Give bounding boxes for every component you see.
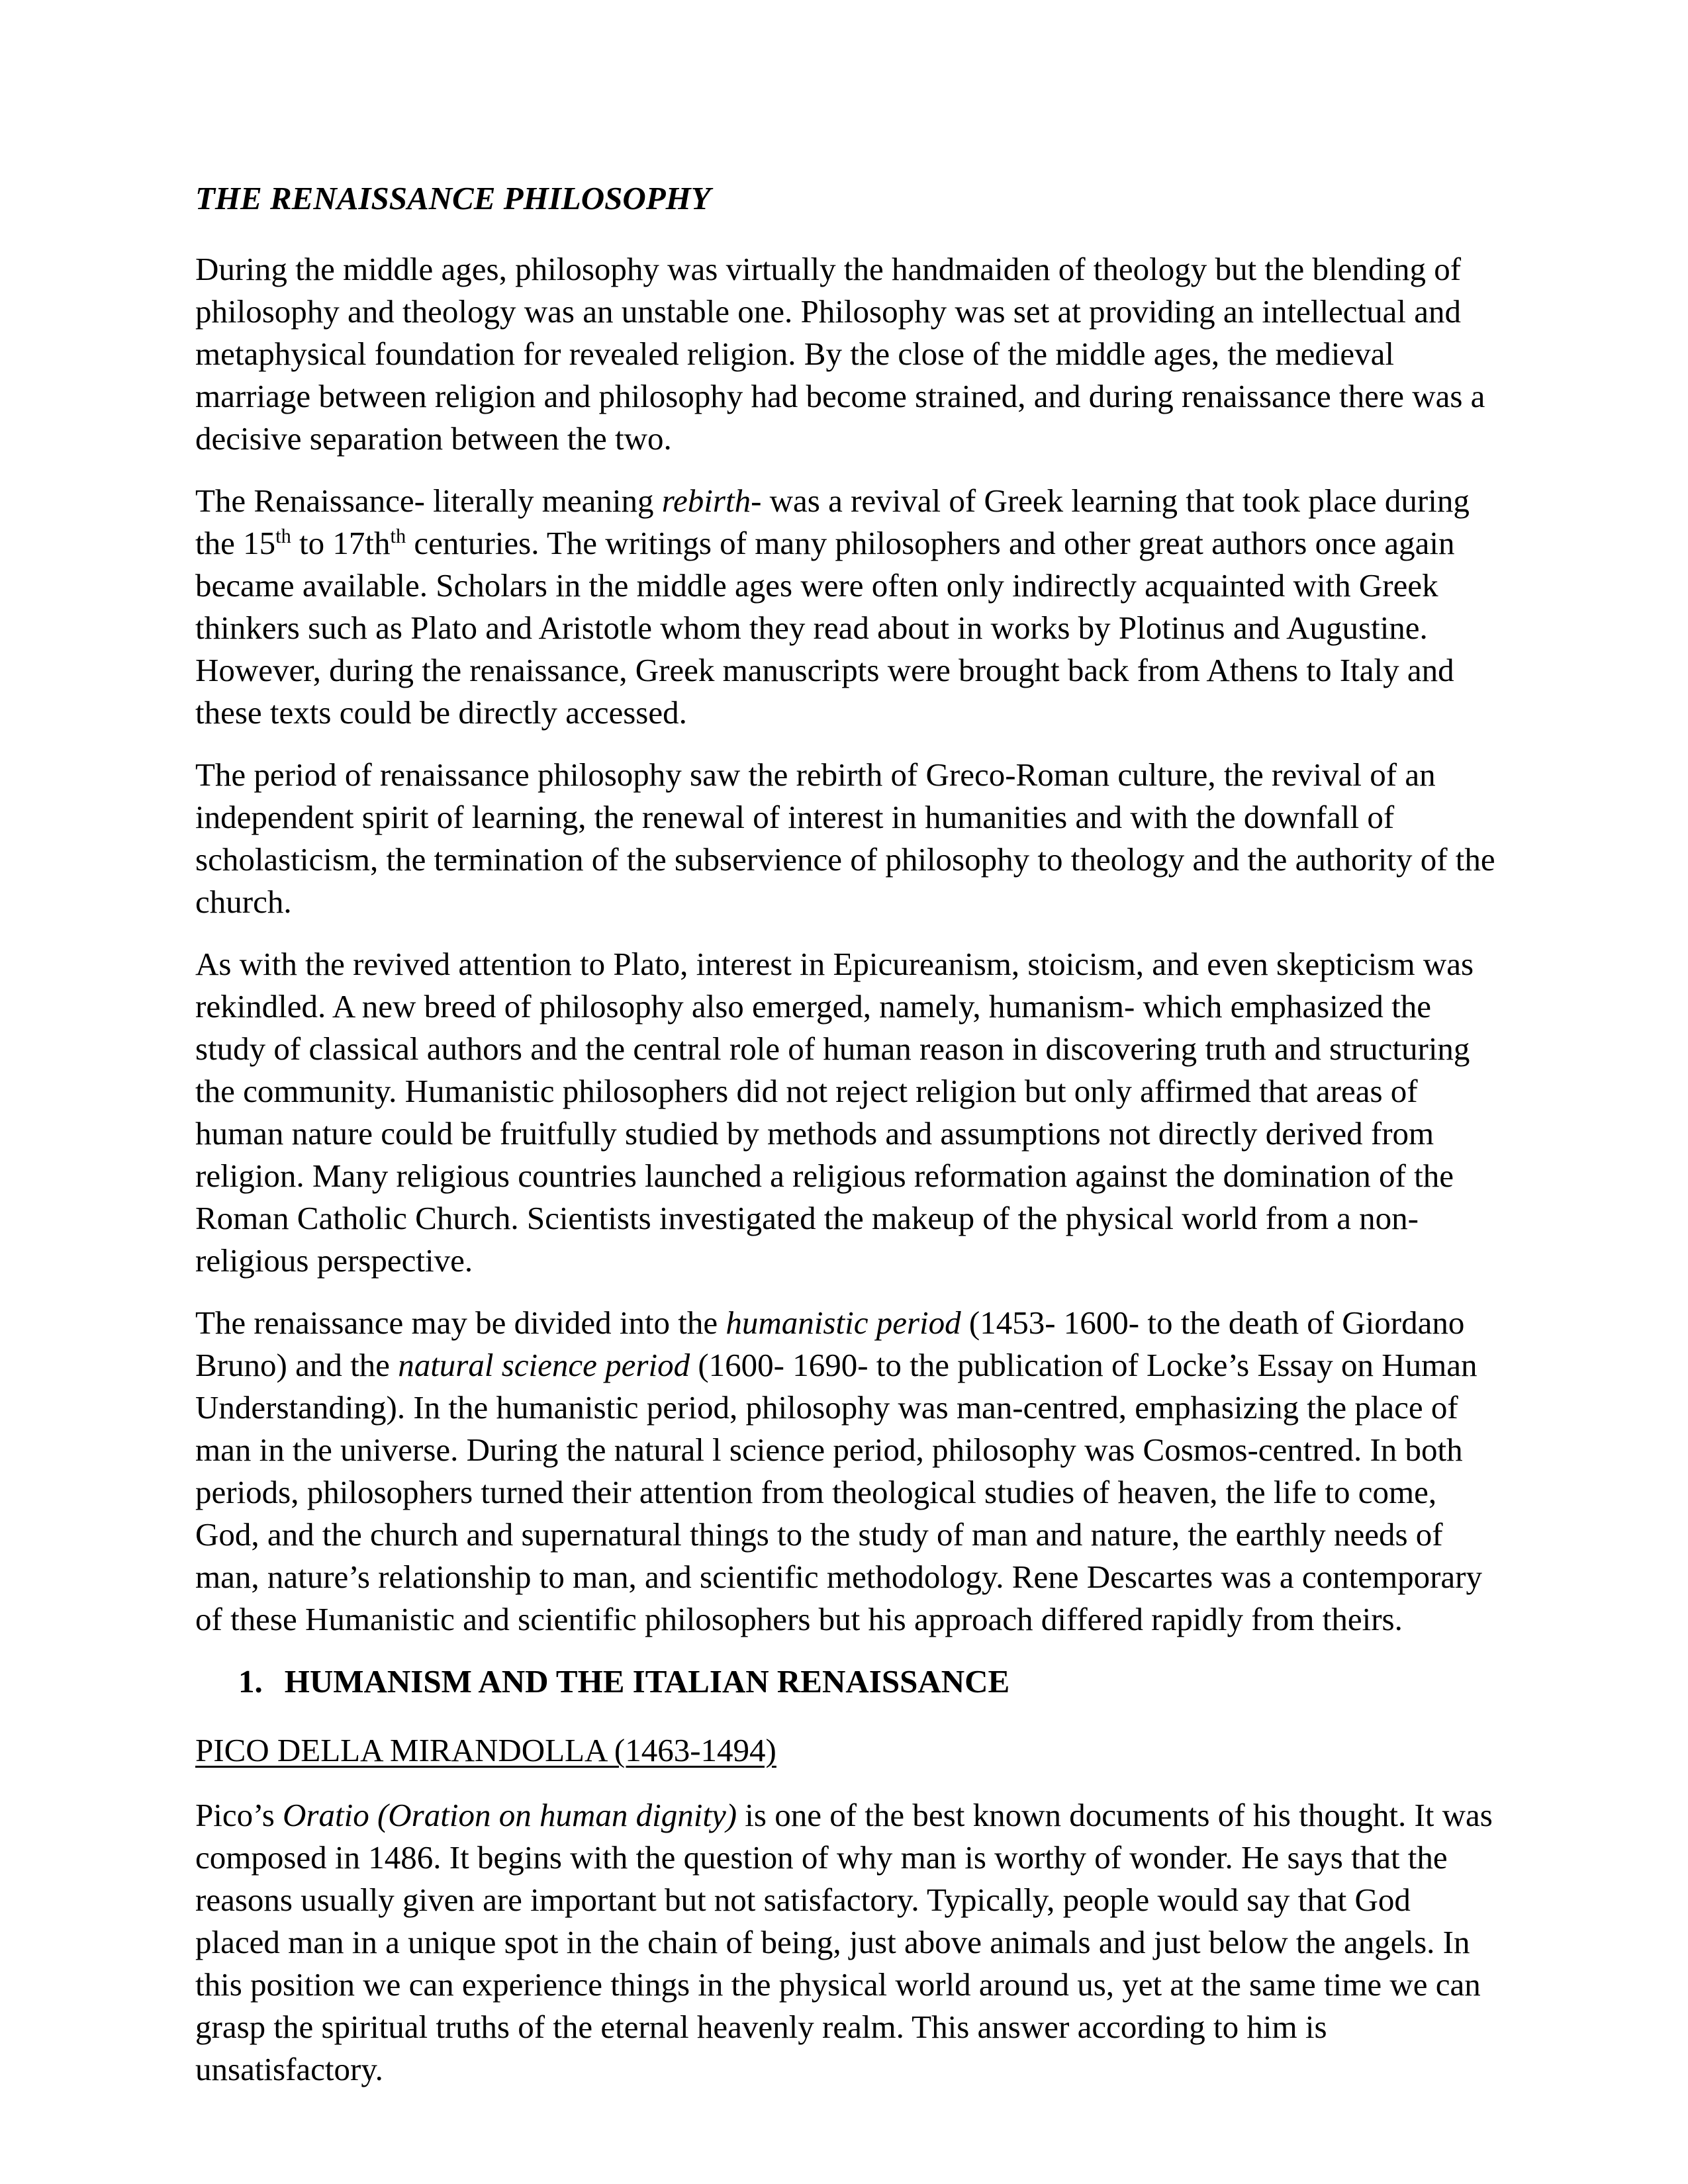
heading-label: HUMANISM AND THE ITALIAN RENAISSANCE [284,1663,1010,1700]
text-run: centuries. The writings of many philosophers and other great authors once again became available. Scholars in the middle ages were often only indirectly acquainted with Greek thinkers such as Plato and Aristotle whom they read about in works by Plotinus and Augustine. However, during the renaissance, Greek manuscripts were brought back from Athens to Italy and these texts could be directly accessed. [195,525,1455,731]
text-run: (1453- 1600- to the death of Giordano Bruno) and the [195,1304,1465,1383]
text-run: (1600- 1690- to the publication of Locke’s Essay on Human Understanding). In the humanistic period, philosophy was man-centred, emphasizing the place of man in the universe. During the natural l science period, philosophy was Cosmos-centred. In both periods, philosophers turned their attention from theological studies of heaven, the life to come, God, and the church and supernatural things to the study of man and nature, the earthly needs of man, nature’s relationship to man, and scientific methodology. Rene Descartes was a contemporary of these Humanistic and scientific philosophers but his approach differed rapidly from theirs. [195,1347,1482,1637]
document-title: THE RENAISSANCE PHILOSOPHY [195,180,711,216]
italic-run-humanistic-period: humanistic period [726,1304,961,1341]
superscript-th: th [390,525,406,548]
paragraph-greco-roman-culture: The period of renaissance philosophy saw the rebirth of Greco-Roman culture, the revival of an independent spirit of learning, the renewal of interest in humanities and with the downfall of scholasticism, the termination of the subservience of philosophy to theology and the authority of the church. [195,756,1495,920]
section-heading-humanism [195,1661,1496,1703]
heading-number: 1. [238,1663,263,1700]
subheading-pico-della-mirandolla: PICO DELLA MIRANDOLLA (1463-1494) [195,1732,776,1768]
italic-run-natural-science-period: natural science period [398,1347,690,1383]
text-run: to 17th [291,525,391,561]
text-run: Pico’s [195,1797,283,1833]
paragraph-humanism-emerged: As with the revived attention to Plato, interest in Epicureanism, stoicism, and even skepticism was rekindled. A new breed of philosophy also emerged, namely, humanism- which emphasized the study of classical authors and the central role of human reason in discovering truth and structuring the community. Humanistic philosophers did not reject religion but only affirmed that areas of human nature could be fruitfully studied by methods and assumptions not directly derived from religion. Many religious countries launched a religious reformation against the domination of the Roman Catholic Church. Scientists investigated the makeup of the physical world from a non-religious perspective. [195,946,1474,1279]
paragraph-renaissance-periods [195,1302,1496,1641]
paragraph-renaissance-rebirth [195,480,1496,734]
italic-run-rebirth: rebirth [661,482,751,519]
paragraph-pico-oratio [195,1794,1496,2091]
italic-run-oratio: Oratio (Oration on human dignity) [283,1797,737,1833]
text-run: is one of the best known documents of his thought. It was composed in 1486. It begins with the question of why man is worthy of wonder. He says that the reasons usually given are important but not satisfactory. Typically, people would say that God placed man in a unique spot in the chain of being, just above animals and just below the angels. In this position we can experience things in the physical world around us, yet at the same time we can grasp the spiritual truths of the eternal heavenly realm. This answer according to him is unsatisfactory. [195,1797,1493,2087]
text-run: The Renaissance- literally meaning [195,482,662,519]
paragraph-middle-ages: During the middle ages, philosophy was virtually the handmaiden of theology but the blending of philosophy and theology was an unstable one. Philosophy was set at providing an intellectual and metaphysical foundation for revealed religion. By the close of the middle ages, the medieval marriage between religion and philosophy had become strained, and during renaissance there was a decisive separation between the two. [195,251,1485,457]
text-run: The renaissance may be divided into the [195,1304,726,1341]
superscript-th: th [275,525,291,548]
text-run: - was a revival of Greek learning that took place during the 15 [195,482,1470,561]
